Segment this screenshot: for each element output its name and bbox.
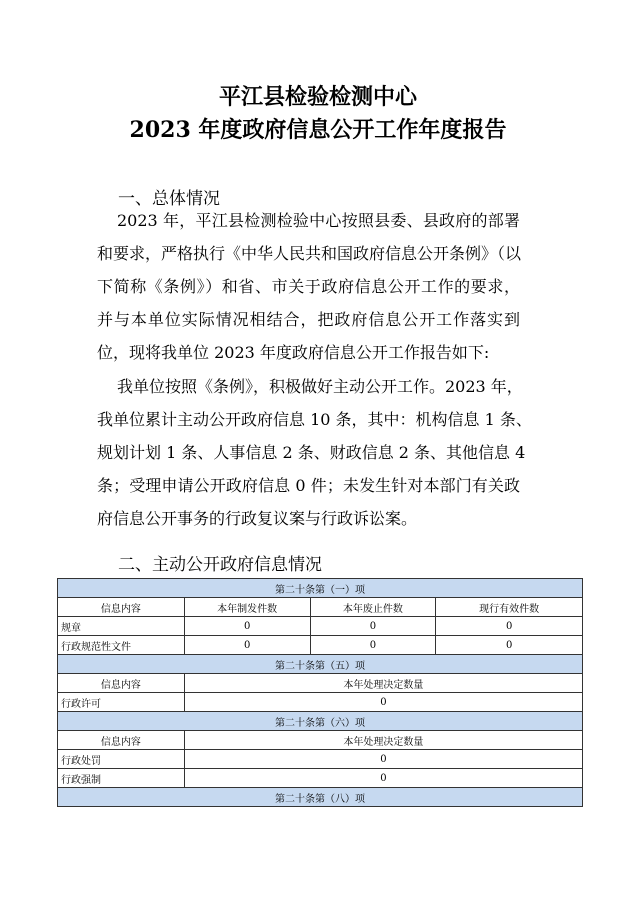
column-header: 信息内容 xyxy=(58,674,185,693)
table-row xyxy=(58,769,583,788)
column-header: 信息内容 xyxy=(58,731,185,750)
column-header: 现行有效件数 xyxy=(436,598,583,617)
cell: 0 xyxy=(184,693,582,712)
section-title: 第二十条第（五）项 xyxy=(58,655,583,674)
section-title: 第二十条第（六）项 xyxy=(58,712,583,731)
section-title: 第二十条第（一）项 xyxy=(58,579,583,598)
section-title: 第二十条第（八）项 xyxy=(58,788,583,807)
title-line-2: 2023 年度政府信息公开工作年度报告 xyxy=(129,117,507,143)
cell: 0 xyxy=(184,636,310,655)
text-line: 我单位累计主动公开政府信息 10 条，其中：机构信息 1 条、 xyxy=(97,410,532,429)
text-line: 府信息公开事务的行政复议案与行政诉讼案。 xyxy=(97,509,418,528)
cell: 0 xyxy=(436,636,583,655)
cell: 规章 xyxy=(58,617,185,636)
title-line-1: 平江县检验检测中心 xyxy=(218,84,417,110)
cell: 行政强制 xyxy=(58,769,185,788)
cell: 行政许可 xyxy=(58,693,185,712)
text-line: 2023 年，平江县检测检验中心按照县委、县政府的部署 xyxy=(117,211,520,230)
cell: 行政处罚 xyxy=(58,750,185,769)
text-line: 位，现将我单位 2023 年度政府信息公开工作报告如下: xyxy=(97,343,490,362)
cell: 0 xyxy=(184,769,582,788)
text-line: 下简称《条例》）和省、市关于政府信息公开工作的要求， xyxy=(97,277,520,296)
cell: 0 xyxy=(184,750,582,769)
cell: 0 xyxy=(310,636,436,655)
section-2-heading: 二、主动公开政府信息情况 xyxy=(118,555,322,575)
column-header: 本年废止件数 xyxy=(310,598,436,617)
table-row xyxy=(58,750,583,769)
cell: 0 xyxy=(184,617,310,636)
text-line: 条；受理申请公开政府信息 0 件；未发生针对本部门有关政 xyxy=(97,476,520,495)
disclosure-table xyxy=(57,578,583,807)
paragraph-1 xyxy=(97,204,520,369)
column-header: 本年处理决定数量 xyxy=(184,731,582,750)
cell: 0 xyxy=(436,617,583,636)
table-row xyxy=(58,617,583,636)
cell: 行政规范性文件 xyxy=(58,636,185,655)
text-line: 规划计划 1 条、人事信息 2 条、财政信息 2 条、其他信息 4 xyxy=(97,443,526,462)
column-header: 信息内容 xyxy=(58,598,185,617)
column-header: 本年制发件数 xyxy=(184,598,310,617)
text-line: 并与本单位实际情况相结合，把政府信息公开工作落实到 xyxy=(97,310,520,329)
table-row xyxy=(58,693,583,712)
section-1-heading: 一、总体情况 xyxy=(118,189,220,209)
table-row xyxy=(58,636,583,655)
cell: 0 xyxy=(310,617,436,636)
column-header: 本年处理决定数量 xyxy=(184,674,582,693)
text-line: 我单位按照《条例》，积极做好主动公开工作。2023 年， xyxy=(117,377,523,396)
text-line: 和要求，严格执行《中华人民共和国政府信息公开条例》（以 xyxy=(97,244,522,263)
paragraph-2 xyxy=(97,370,532,535)
